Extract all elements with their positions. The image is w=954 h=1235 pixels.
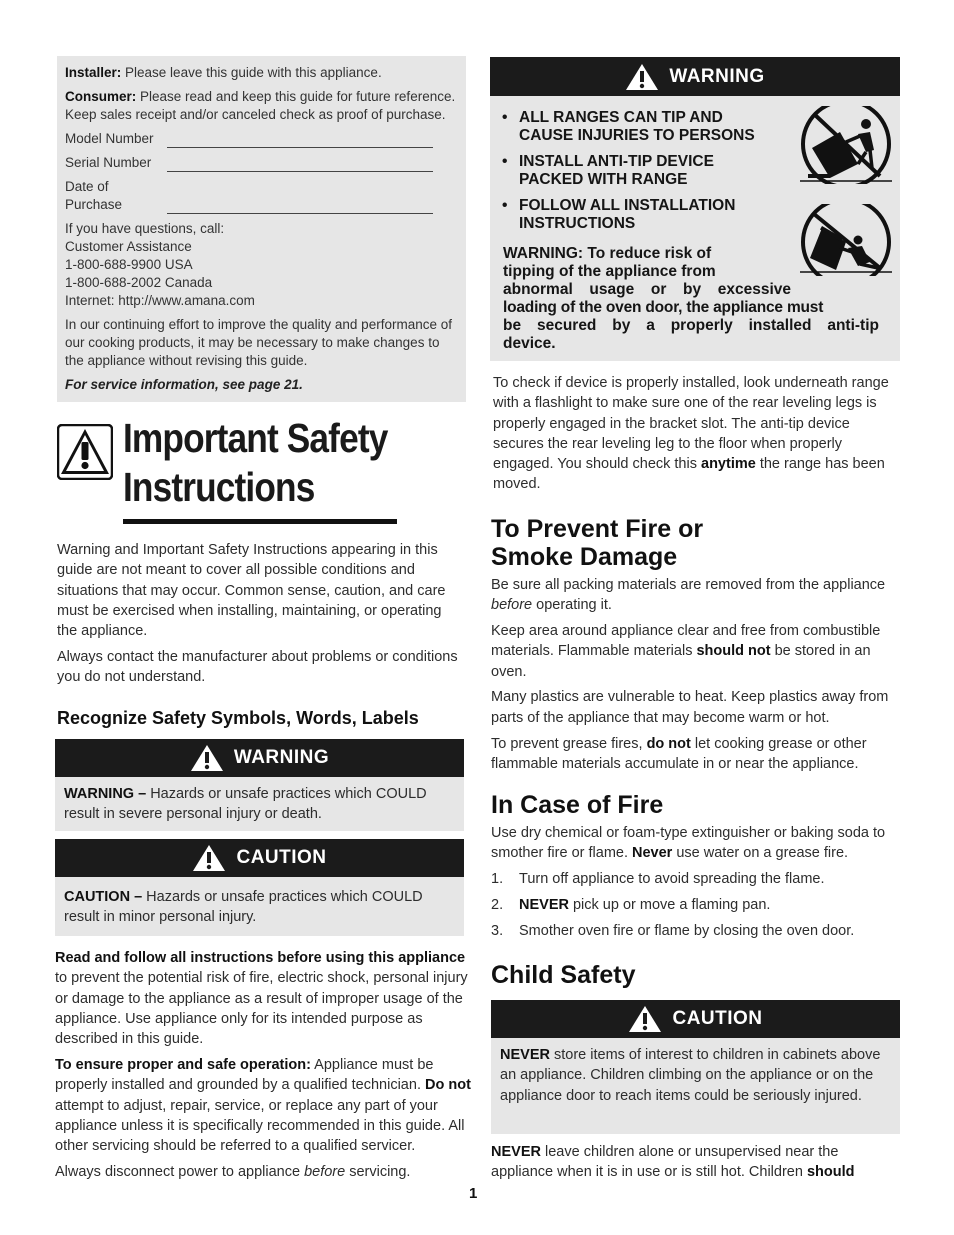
caution-triangle-icon: [192, 844, 226, 872]
installer-note: Installer: Please leave this guide with this appliance.: [65, 65, 382, 80]
model-number-field[interactable]: Model Number: [65, 130, 457, 148]
recognize-heading: Recognize Safety Symbols, Words, Labels: [57, 708, 419, 728]
child-caution-label-bar: CAUTION: [491, 1000, 900, 1038]
caution-definition: CAUTION – Hazards or unsafe practices which COULD result in minor personal injury.: [55, 877, 464, 936]
right-warning-label-bar: WARNING: [490, 57, 900, 96]
list-item: 2. NEVER pick up or move a flaming pan.: [491, 896, 771, 913]
model-number-line[interactable]: [167, 134, 433, 148]
intro-text: Warning and Important Safety Instructions appearing in this guide are not meant to cover all possible conditions and situations that may occur. Common sense, caution, and care must be exercised when installing, maintaining, or operating the appliance. Always contact the manufacturer about problems or conditions you do not understand.: [57, 542, 458, 686]
contact-info: If you have questions, call: Customer Assistance 1-800-688-9900 USA 1-800-688-2002 Canada Internet: http://www.amana.com: [65, 220, 457, 310]
consumer-note: Consumer: Please read and keep this guide for future reference. Keep sales receipt and/or canceled check as proof of purchase.: [65, 89, 456, 122]
page-title: Important Safety Instructions: [123, 415, 388, 510]
child-supervision-paragraph: NEVER leave children alone or unsupervised near the appliance when it is in use or is still hot. Children should: [491, 1144, 855, 1181]
list-item: 3. Smother oven fire or flame by closing the oven door.: [491, 922, 855, 939]
bullet-item: • INSTALL ANTI-TIP DEVICE PACKED WITH RANGE: [502, 153, 714, 188]
service-info-note: For service information, see page 21.: [65, 377, 303, 392]
anti-tip-bullets: [502, 109, 802, 233]
instructions-text: [55, 948, 471, 1182]
bullet-item: • ALL RANGES CAN TIP AND CAUSE INJURIES TO PERSONS: [502, 109, 755, 144]
proper-operation-paragraph: To ensure proper and safe operation: Appliance must be properly installed and grounded by a qualified technician. Do not attempt to adjust, repair, service, or replace any part of your appliance unless it is specifically recommended in this guide. All other servicing should be referred to a qualified servicer.: [55, 1056, 471, 1155]
caution-triangle-icon: [57, 424, 113, 480]
case-of-fire-text: Use dry chemical or foam-type extinguisher or baking soda to smother fire or flame. Never use water on a grease fire. 1. Turn off appliance to avoid spreading the flame. 2. NEVER pick up or move a flaming pan. 3. Smother oven fire or flame by closing the oven door.: [491, 823, 901, 946]
date-of-purchase-field[interactable]: Date of Purchase: [65, 178, 457, 214]
caution-triangle-icon: [190, 744, 224, 772]
case-of-fire-heading: In Case of Fire: [491, 791, 664, 819]
serial-number-field[interactable]: Serial Number: [65, 154, 457, 172]
serial-number-line[interactable]: [167, 158, 433, 172]
reduce-tip-warning: WARNING: To reduce risk of tipping of the appliance from abnormal usage or by excessive loading of the oven door, the appliance must be secured by a properly installed anti-tip device.: [503, 245, 879, 352]
child-caution-text: NEVER store items of interest to children in cabinets above an appliance. Children climbing on the appliance or on the appliance door to reach items could be seriously injured.: [491, 1038, 900, 1134]
fire-prevention-text: Be sure all packing materials are removed from the appliance before operating it. Keep area around appliance clear and free from combustible materials. Flammable materials should not be stored in an oven. Many plastics are vulnerable to heat. Keep plastics away from parts of the appliance that may become warm or hot. To prevent grease fires, do not let cooking grease or other flammable materials accumulate in or near the appliance.: [491, 577, 889, 772]
bullet-item: • FOLLOW ALL INSTALLATION INSTRUCTIONS: [502, 197, 736, 232]
caution-triangle-icon: [628, 1005, 662, 1033]
installer-info-box: [57, 56, 466, 402]
caution-label-bar: CAUTION: [55, 839, 464, 877]
list-item: 1. Turn off appliance to avoid spreading the flame.: [491, 871, 825, 888]
disconnect-paragraph: Always disconnect power to appliance before servicing.: [55, 1163, 411, 1180]
page-number: 1: [469, 1185, 478, 1202]
tip-over-pictogram-icon: [800, 106, 892, 184]
caution-triangle-icon: [625, 63, 659, 91]
improve-note: In our continuing effort to improve the quality and performance of our cooking products, it may be necessary to make changes to the appliance without revising this guide.: [65, 317, 452, 368]
child-safety-heading: Child Safety: [491, 961, 636, 989]
read-follow-paragraph: Read and follow all instructions before using this appliance to prevent the potential risk of fire, electric shock, personal injury or damage to the appliance as a result of improper usage of the appliance. Use appliance only for its intended purpose as described in this guide.: [55, 950, 468, 1048]
title-underline: [123, 519, 397, 524]
fire-prevention-heading: To Prevent Fire or Smoke Damage: [491, 515, 704, 571]
date-of-purchase-line[interactable]: [167, 200, 433, 214]
fire-steps-list: [491, 869, 901, 941]
warning-definition: WARNING – Hazards or unsafe practices which COULD result in severe personal injury or death.: [55, 777, 464, 831]
warning-label-bar: WARNING: [55, 739, 464, 777]
website-link[interactable]: Internet: http://www.amana.com: [65, 293, 255, 308]
check-device-paragraph: To check if device is properly installed, look underneath range with a flashlight to make sure one of the rear leveling legs is properly engaged in the bracket slot. The anti-tip device secures the rear leveling leg to the floor when properly engaged. You should check this anytime the range has been moved.: [493, 375, 889, 493]
